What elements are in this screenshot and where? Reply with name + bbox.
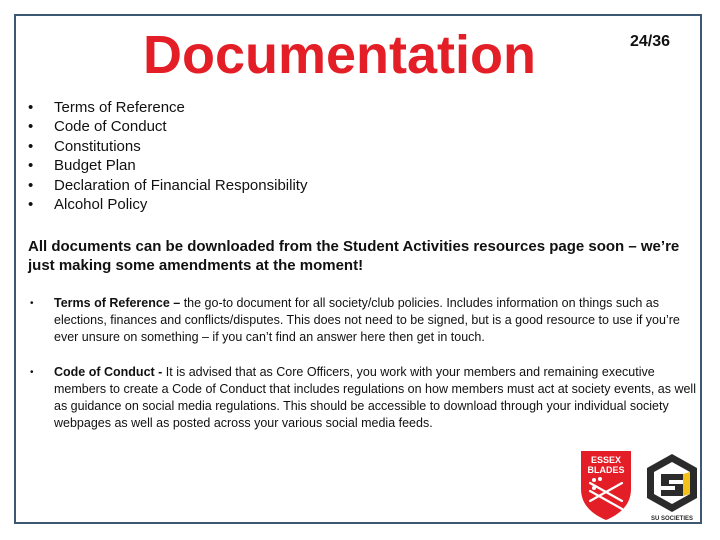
detail-term: Code of Conduct - bbox=[54, 365, 163, 379]
bullet: • bbox=[28, 118, 34, 136]
bullet: • bbox=[30, 298, 34, 309]
download-notice: All documents can be downloaded from the Student Activities resources page soon – we’re just making some amendments at the moment! bbox=[28, 238, 680, 274]
list-item: • Declaration of Financial Responsibility bbox=[28, 176, 308, 194]
essex-logo-line1: ESSEX bbox=[590, 455, 622, 465]
detail-text-continued: webpages as well as posted across your various social media feeds. bbox=[54, 416, 433, 430]
detail-text: It is advised that as Core Officers, you work with your members and remaining executive members to create a Code of Conduct that includes regulations on how members must act at society events, as well as guidance on social media regulations. This should be accessible to download through your individual society bbox=[54, 365, 696, 413]
detail-text: the go-to document for all society/club policies. Includes information on things such as elections, finances and conflicts/disputes. This does not need to be signed, but is a good resource to use if you’re ever unsure on something – if you can’t find an answer here then get in touch. bbox=[54, 296, 680, 344]
bullet: • bbox=[28, 99, 34, 116]
su-s-mark bbox=[661, 474, 683, 496]
page-title: Documentation bbox=[143, 25, 537, 85]
essex-logo-line2: BLADES bbox=[587, 465, 625, 475]
su-logo-text: SU SOCIETIES bbox=[650, 516, 694, 522]
bullet: • bbox=[28, 196, 34, 214]
blade-notch bbox=[592, 478, 596, 482]
su-societies-logo bbox=[645, 452, 699, 522]
list-item: • Terms of Reference bbox=[28, 99, 185, 116]
detail-item-terms-of-reference bbox=[28, 295, 698, 346]
essex-blades-logo bbox=[578, 449, 634, 521]
page-number: 24/36 bbox=[630, 33, 671, 50]
detail-item-code-of-conduct bbox=[28, 364, 698, 432]
list-item: • Code of Conduct bbox=[28, 118, 167, 136]
bullet: • bbox=[28, 137, 34, 155]
list-item: • Budget Plan bbox=[28, 157, 136, 175]
bullet: • bbox=[30, 367, 34, 378]
bullet: • bbox=[28, 176, 34, 194]
blade-notch bbox=[592, 486, 596, 490]
blade-notch bbox=[598, 477, 602, 481]
list-item: • Constitutions bbox=[28, 137, 141, 155]
document-details bbox=[28, 295, 698, 432]
bullet: • bbox=[28, 157, 34, 175]
list-item: • Alcohol Policy bbox=[28, 196, 148, 214]
detail-term: Terms of Reference – bbox=[54, 296, 181, 310]
document-list bbox=[26, 98, 307, 214]
su-accent bbox=[683, 472, 690, 496]
